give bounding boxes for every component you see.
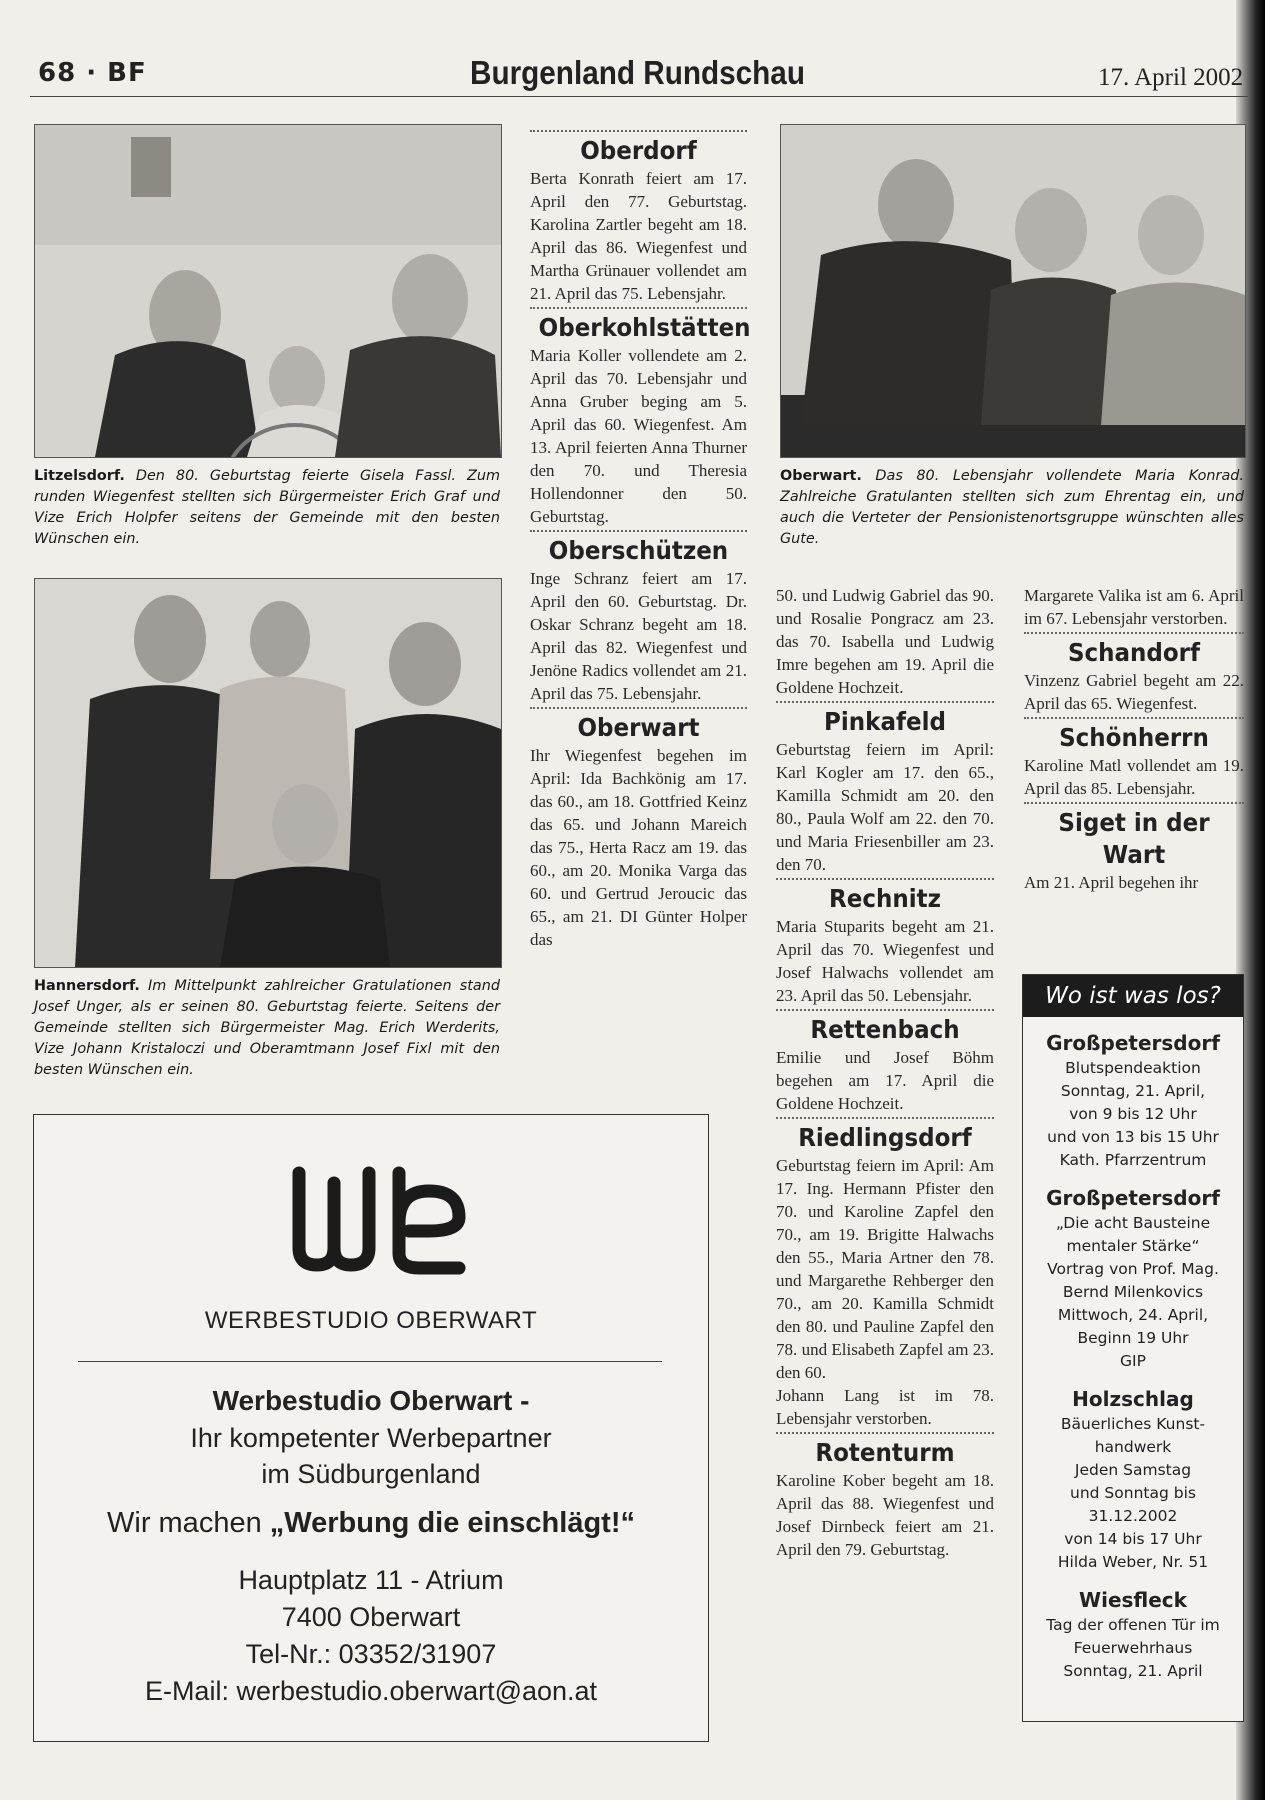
photo-hannersdorf-image (35, 579, 501, 967)
event-line: Sonntag, 21. April (1063, 1662, 1203, 1680)
section-heading-schoenherrn: Schönherrn (1059, 723, 1209, 752)
section-text-riedlingsdorf: Geburtstag feiern im April: Am 17. Ing. Hermann Pfister den 70. und Karoline Zapfel den 70., am 19. Brigitte Halwachs den 55., Maria Artner den 78. und Margarethe Rehberger den 70., am 20. Kamilla Schmidt den 80. und Pauline Zapfel den 78. und Elisabeth Zapfel am 23. den 60. (776, 1156, 994, 1382)
event-line: „Die acht Bausteine (1055, 1214, 1211, 1232)
photo-litzelsdorf (34, 124, 502, 458)
caption-litzelsdorf (34, 466, 500, 550)
section-text-oberschuetzen: Inge Schranz feiert am 17. April den 60. Geburtstag. Dr. Oskar Schranz begeht am 18. April das 82. Wiegenfest und Jenöne Radics vollendet am 21. April das 75. Lebensjahr. (530, 569, 747, 703)
section-text-siget: Am 21. April begehen ihr (1024, 873, 1199, 892)
event-item (1023, 1029, 1243, 1172)
header-rule (30, 96, 1248, 97)
section-text-oberdorf: Berta Konrath feiert am 17. April den 77. Geburtstag. Karolina Zartler begeht am 18. April das 86. Wiegenfest und Martha Grünauer vollendet am 21. April das 75. Lebensjahr. (530, 169, 747, 303)
caption-hannersdorf (34, 976, 500, 1081)
event-title: Wiesfleck (1079, 1588, 1187, 1612)
caption-place: Litzelsdorf. (34, 468, 125, 484)
event-line: Beginn 19 Uhr (1077, 1329, 1189, 1347)
event-line: von 14 bis 17 Uhr (1064, 1530, 1202, 1548)
page-number: 68 · BF (38, 58, 147, 88)
caption-place: Hannersdorf. (34, 978, 140, 994)
event-line: handwerk (1094, 1438, 1172, 1456)
advert-line-2: im Südburgenland (261, 1459, 481, 1489)
advert-line-1: Ihr kompetenter Werbepartner (190, 1423, 552, 1453)
event-line: Sonntag, 21. April, (1060, 1082, 1206, 1100)
photo-hannersdorf (34, 578, 502, 968)
event-item (1023, 1385, 1243, 1574)
dotted-divider (1024, 632, 1244, 634)
advertisement-werbestudio (33, 1114, 709, 1742)
section-text-rechnitz: Maria Stuparits begeht am 21. April das 70. Wiegenfest und Josef Halwachs vollendet am 23. April das 50. Lebensjahr. (776, 917, 994, 1005)
dotted-divider (776, 701, 994, 703)
event-line: mentaler Stärke“ (1066, 1237, 1200, 1255)
section-heading-rotenturm: Rotenturm (815, 1438, 955, 1467)
dotted-divider (776, 878, 994, 880)
event-line: Blutspendeaktion (1065, 1059, 1201, 1077)
dotted-divider (776, 1009, 994, 1011)
advert-slogan (34, 1507, 708, 1540)
section-heading-riedlingsdorf: Riedlingsdorf (798, 1123, 972, 1152)
section-text-schandorf: Vinzenz Gabriel begeht am 22. April das 65. Wiegenfest. (1024, 671, 1244, 713)
event-line: Bernd Milenkovics (1062, 1283, 1204, 1301)
caption-oberwart (780, 466, 1244, 550)
section-heading-siget: Siget in der Wart (1058, 808, 1210, 869)
event-item (1023, 1586, 1243, 1683)
event-item (1023, 1184, 1243, 1373)
section-text-rettenbach: Emilie und Josef Böhm begehen am 17. April die Goldene Hochzeit. (776, 1048, 994, 1113)
section-text-schoenherrn: Karoline Matl vollendet am 19. April das 85. Lebensjahr. (1024, 756, 1244, 798)
dotted-divider (1024, 802, 1244, 804)
caption-text: Das 80. Lebensjahr vollendete Maria Konrad. Zahlreiche Gratulanten stellten sich zum Ehrentag ein, und auch die Verteter der Pensionistenortsgruppe wünschten alles Gute. (780, 468, 1244, 547)
advert-divider (78, 1361, 662, 1362)
section-text-oberwart: Ihr Wiegenfest begehen im April: Ida Bachkönig am 17. das 60., am 18. Gottfried Keinz das 65. und Johann Mareich das 75., Herta Racz am 19. das 60., am 20. Monika Varga das 60. und Gertrud Jeroucic das 65., am 21. DI Günter Holper das (530, 746, 747, 949)
section-heading-rechnitz: Rechnitz (829, 884, 941, 913)
section-heading-pinkafeld: Pinkafeld (824, 707, 946, 736)
event-title: Großpetersdorf (1046, 1186, 1220, 1210)
section-heading-oberwart: Oberwart (577, 713, 700, 742)
section-text-rotenturm: Karoline Kober begeht am 18. April das 88. Wiegenfest und Josef Dirnbeck feiert am 21. April den 79. Geburtstag. (776, 1471, 994, 1559)
dotted-divider (530, 530, 747, 532)
event-line: Tag der offenen Tür im (1046, 1616, 1220, 1634)
caption-text: Den 80. Geburtstag feierte Gisela Fassl. Zum runden Wiegenfest stellten sich Bürgermeister Erich Graf und Vize Erich Holpfer seitens der Gemeinde mit den besten Wünschen ein. (34, 468, 500, 547)
event-line: GIP (1120, 1352, 1146, 1370)
advert-address-2: 7400 Oberwart (281, 1602, 461, 1632)
event-line: 31.12.2002 (1088, 1507, 1178, 1525)
advert-phone: Tel-Nr.: 03352/31907 (245, 1639, 497, 1669)
section-text-pinkafeld: Geburtstag feiern im April: Karl Kogler am 17. den 65., Kamilla Schmidt am 20. den 80., Paula Wolf am 22. den 70. und Maria Friesenbiller am 23. den 70. (776, 740, 994, 874)
advert-headline: Werbestudio Oberwart - (212, 1385, 530, 1416)
column-4 (1024, 584, 1244, 894)
event-box-heading: Wo ist was los? (1023, 975, 1243, 1017)
section-text-continued: Margarete Valika ist am 6. April im 67. Lebensjahr verstorben. (1024, 586, 1244, 628)
dotted-divider (1024, 717, 1244, 719)
section-heading-oberdorf: Oberdorf (580, 136, 697, 165)
dotted-divider (530, 130, 747, 132)
section-text-continued: 50. und Ludwig Gabriel das 90. und Rosalie Pongracz am 23. das 70. Isabella und Ludwig Imre begehen am 19. April die Goldene Hochzeit. (776, 586, 994, 697)
caption-text: Im Mittelpunkt zahlreicher Gratulationen stand Josef Unger, als er seinen 80. Geburtstag feierte. Seitens der Gemeinde stellten sich Bürgermeister Mag. Erich Werderits, Vize Johann Kristaloczi und Oberamtmann Josef Fixl mit den besten Wünschen ein. (34, 978, 500, 1078)
event-line: Vortrag von Prof. Mag. (1047, 1260, 1219, 1278)
event-line: Feuerwehrhaus (1073, 1639, 1193, 1657)
section-text-oberkohlstaetten: Maria Koller vollendete am 2. April das 70. Lebensjahr und Anna Gruber beging am 5. April das 60. Wiegenfest. Am 13. April feierten Anna Thurner den 70. und Theresia Hollendonner den 50. Geburtstag. (530, 346, 747, 526)
dotted-divider (530, 707, 747, 709)
section-text-riedlingsdorf-2: Johann Lang ist im 78. Lebensjahr verstorben. (776, 1386, 994, 1428)
caption-place: Oberwart. (780, 468, 862, 484)
photo-litzelsdorf-image (35, 125, 501, 457)
newspaper-title: Burgenland Rundschau (470, 54, 805, 91)
advert-slogan-prefix: Wir machen (107, 1507, 270, 1539)
column-2 (530, 128, 751, 951)
section-heading-schandorf: Schandorf (1067, 638, 1201, 667)
event-title: Großpetersdorf (1046, 1031, 1220, 1055)
advert-studio-name: WERBESTUDIO OBERWART (204, 1307, 538, 1334)
event-line: von 9 bis 12 Uhr (1069, 1105, 1197, 1123)
section-heading-oberkohlstaetten: Oberkohlstätten (538, 313, 751, 342)
section-heading-rettenbach: Rettenbach (810, 1015, 960, 1044)
event-line: Kath. Pfarrzentrum (1059, 1151, 1207, 1169)
event-line: Hilda Weber, Nr. 51 (1057, 1553, 1209, 1571)
dotted-divider (530, 307, 747, 309)
event-line: und von 13 bis 15 Uhr (1047, 1128, 1219, 1146)
event-line: und Sonntag bis (1070, 1484, 1196, 1502)
event-line: Bäuerliches Kunst- (1060, 1415, 1206, 1433)
event-line: Jeden Samstag (1074, 1461, 1192, 1479)
event-title: Holzschlag (1072, 1387, 1194, 1411)
advert-slogan-bold: „Werbung die einschlägt!“ (269, 1507, 635, 1539)
dotted-divider (776, 1432, 994, 1434)
event-box (1022, 974, 1244, 1722)
werbestudio-logo (279, 1153, 479, 1283)
section-heading-oberschuetzen: Oberschützen (548, 536, 729, 565)
advert-email: E-Mail: werbestudio.oberwart@aon.at (144, 1676, 598, 1706)
photo-oberwart (780, 124, 1246, 458)
photo-oberwart-image (781, 125, 1245, 457)
advert-address-1: Hauptplatz 11 - Atrium (238, 1565, 504, 1595)
issue-date: 17. April 2002 (1098, 64, 1244, 91)
column-3 (776, 584, 994, 1561)
event-line: Mittwoch, 24. April, (1057, 1306, 1209, 1324)
dotted-divider (776, 1117, 994, 1119)
